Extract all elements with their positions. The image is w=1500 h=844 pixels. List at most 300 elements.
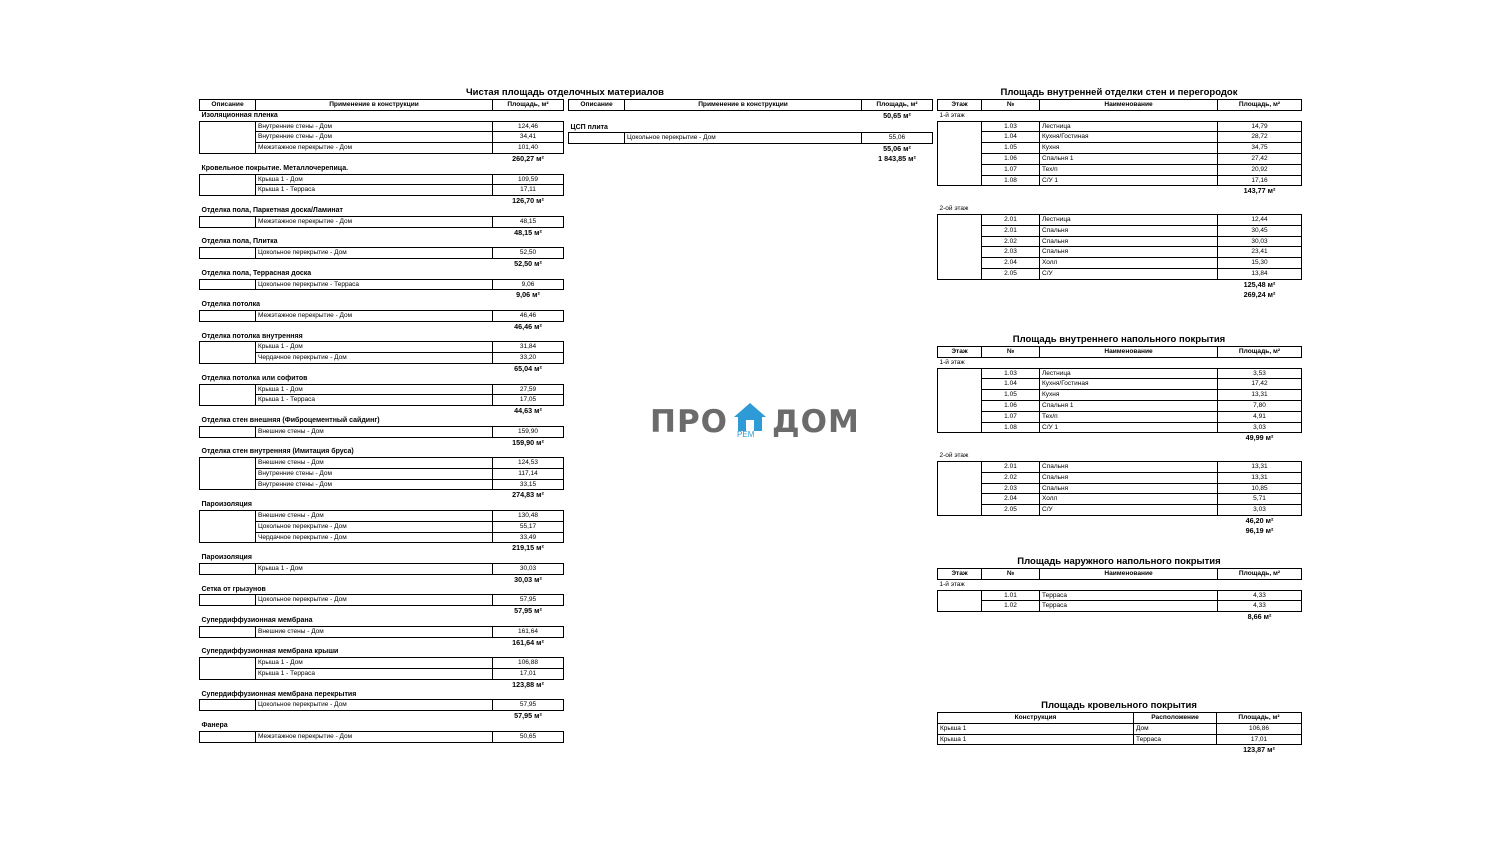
number-cell: 2.02: [982, 472, 1040, 483]
name-cell: С/У 1: [1040, 422, 1218, 433]
col-name: Наименование: [1040, 100, 1218, 111]
name-cell: Спальня: [1040, 472, 1218, 483]
area-cell: 55,06: [862, 133, 933, 144]
floor-row: [938, 579, 1302, 590]
area-cell: 101,40: [493, 143, 564, 154]
finish-table-continued: [568, 99, 933, 164]
table-row: [200, 426, 564, 437]
area-cell: 33,49: [493, 532, 564, 543]
group-total: 260,27 м²: [512, 153, 544, 163]
group-total: 52,50 м²: [514, 258, 542, 268]
walls-title: Площадь внутренней отделки стен и перегородок: [1000, 87, 1238, 98]
number-cell: 2.05: [982, 268, 1040, 279]
group-total-row: [200, 290, 564, 300]
area-cell: 31,84: [493, 342, 564, 353]
usage-cell: Межэтажное перекрытие - Дом: [256, 216, 493, 227]
usage-cell: Чердачное перекрытие - Дом: [256, 532, 493, 543]
floor-name: 1-й этаж: [939, 358, 965, 366]
name-cell: Лестница: [1040, 368, 1218, 379]
usage-cell: Межэтажное перекрытие - Дом: [256, 143, 493, 154]
area-cell: 4,33: [1218, 601, 1302, 612]
name-cell: С/У: [1040, 505, 1218, 516]
area-cell: 4,91: [1218, 411, 1302, 422]
table-row: [200, 248, 564, 259]
name-cell: Спальня: [1040, 247, 1218, 258]
group-name: Отделка пола, Террасная доска: [201, 269, 312, 277]
group-row: [200, 647, 564, 657]
table-row: [938, 236, 1302, 247]
group-name: Фанера: [201, 722, 228, 730]
number-cell: 1.07: [982, 411, 1040, 422]
number-cell: 1.05: [982, 390, 1040, 401]
group-name: Изоляционная пленка: [201, 111, 278, 119]
group-row: [200, 237, 564, 247]
area-cell: 13,84: [1218, 268, 1302, 279]
number-cell: 1.06: [982, 400, 1040, 411]
group-total: 44,63 м²: [514, 406, 542, 416]
usage-cell: Внешние стены - Дом: [256, 626, 493, 637]
construction-cell: Крыша 1: [938, 723, 1134, 734]
col-name: Наименование: [1040, 347, 1218, 358]
grand-total: 269,24 м²: [1243, 289, 1276, 299]
walls-table: [937, 99, 1302, 299]
group-name: Супердиффузионная мембрана: [201, 617, 313, 625]
usage-cell: Крыша 1 - Терраса: [256, 185, 493, 196]
usage-cell: Крыша 1 - Терраса: [256, 395, 493, 406]
group-total-row: [200, 363, 564, 373]
area-cell: 13,31: [1218, 461, 1302, 472]
group-total-row: [569, 144, 933, 154]
col-area: Площадь, м²: [1217, 713, 1302, 724]
table-row: [200, 731, 564, 742]
number-cell: 2.01: [982, 461, 1040, 472]
floor-in-table: [937, 346, 1302, 536]
group-name: Отделка стен внутренняя (Имитация бруса): [201, 448, 354, 456]
table-row: [938, 483, 1302, 494]
group-total: 123,88 м²: [512, 679, 544, 689]
table-row: [200, 700, 564, 711]
usage-cell: Крыша 1 - Терраса: [256, 669, 493, 680]
floor-name: 1-й этаж: [939, 580, 965, 588]
area-cell: 28,72: [1218, 132, 1302, 143]
floor-name: 2-ой этаж: [939, 452, 969, 460]
group-row: [200, 110, 564, 121]
floor-total: 143,77 м²: [1243, 186, 1276, 196]
floor-row: [938, 110, 1302, 121]
table-row: [200, 532, 564, 543]
table-row: [938, 225, 1302, 236]
usage-cell: Крыша 1 - Дом: [256, 658, 493, 669]
house-icon: [732, 402, 768, 442]
name-cell: Спальня: [1040, 225, 1218, 236]
table-row: [200, 468, 564, 479]
area-cell: 13,31: [1218, 390, 1302, 401]
group-total: 46,46 м²: [514, 321, 542, 331]
name-cell: Лестница: [1040, 214, 1218, 225]
table-row: [938, 601, 1302, 612]
floor-total: 46,20 м²: [1245, 515, 1274, 525]
name-cell: С/У 1: [1040, 175, 1218, 186]
area-cell: 7,80: [1218, 400, 1302, 411]
group-name: Супердиффузионная мембрана перекрытия: [201, 690, 357, 698]
group-total-row: [200, 258, 564, 268]
group-row: [200, 553, 564, 563]
usage-cell: Цокольное перекрытие - Дом: [625, 133, 862, 144]
group-total-row: [200, 606, 564, 616]
table-row: [938, 175, 1302, 186]
group-row: [200, 300, 564, 310]
table-row: [200, 669, 564, 680]
group-total: 126,70 м²: [512, 196, 544, 206]
area-cell: 52,50: [493, 248, 564, 259]
group-total: 219,15 м²: [512, 543, 544, 553]
table-row: [938, 505, 1302, 516]
group-total: 55,06 м²: [883, 144, 911, 154]
location-cell: Дом: [1134, 723, 1217, 734]
table-row: [938, 422, 1302, 433]
number-cell: 1.05: [982, 143, 1040, 154]
group-total: 57,95 м²: [514, 711, 542, 721]
table-row: [200, 353, 564, 364]
name-cell: Спальня: [1040, 483, 1218, 494]
table-row: [200, 479, 564, 490]
area-cell: 17,16: [1218, 175, 1302, 186]
group-total-row: [200, 227, 564, 237]
group-total-row: [200, 490, 564, 500]
group-total: 9,06 м²: [516, 290, 540, 300]
group-total-row: [200, 437, 564, 447]
area-cell: 33,15: [493, 479, 564, 490]
group-total: 48,15 м²: [514, 227, 542, 237]
usage-cell: Крыша 1 - Дом: [256, 342, 493, 353]
table-row: [200, 521, 564, 532]
name-cell: Холл: [1040, 258, 1218, 269]
floor-total-row: [938, 612, 1302, 622]
group-total-row: [200, 543, 564, 553]
usage-cell: Внутренние стены - Дом: [256, 479, 493, 490]
name-cell: С/У: [1040, 268, 1218, 279]
usage-cell: Внутренние стены - Дом: [256, 121, 493, 132]
logo-text-right: ДОМ: [772, 404, 860, 440]
roof-title: Площадь кровельного покрытия: [1041, 700, 1197, 711]
group-row: [200, 721, 564, 731]
group-name: Пароизоляция: [201, 554, 252, 562]
group-name: Отделка пола, Плитка: [201, 238, 278, 246]
name-cell: Тех/п: [1040, 164, 1218, 175]
col-area: Площадь, м²: [1218, 569, 1302, 580]
usage-cell: Цокольное перекрытие - Дом: [256, 521, 493, 532]
table-row: [200, 658, 564, 669]
table-row: [938, 400, 1302, 411]
area-cell: 34,41: [493, 132, 564, 143]
col-area: Площадь, м²: [862, 100, 933, 111]
number-cell: 1.06: [982, 153, 1040, 164]
group-total-row: [200, 711, 564, 721]
floor-total-row: [938, 186, 1302, 196]
col-usage: Применение в конструкции: [256, 100, 493, 111]
usage-cell: Межэтажное перекрытие - Дом: [256, 731, 493, 742]
area-cell: 57,95: [493, 700, 564, 711]
name-cell: Спальня: [1040, 236, 1218, 247]
number-cell: 1.02: [982, 601, 1040, 612]
usage-cell: Внешние стены - Дом: [256, 511, 493, 522]
col-area: Площадь, м²: [493, 100, 564, 111]
group-total: 159,90 м²: [512, 437, 544, 447]
usage-cell: Крыша 1 - Дом: [256, 174, 493, 185]
group-total: 274,83 м²: [512, 490, 544, 500]
number-cell: 2.02: [982, 236, 1040, 247]
area-cell: 3,03: [1218, 505, 1302, 516]
col-number: №: [982, 100, 1040, 111]
floor-total-row: [938, 279, 1302, 289]
group-name: Супердиффузионная мембрана крыши: [201, 648, 339, 656]
group-total: 65,04 м²: [514, 363, 542, 373]
group-total-row: [200, 574, 564, 584]
area-cell: 17,05: [493, 395, 564, 406]
area-cell: 50,65: [493, 731, 564, 742]
name-cell: Спальня 1: [1040, 153, 1218, 164]
group-row: [200, 332, 564, 342]
table-row: [938, 121, 1302, 132]
construction-cell: Крыша 1: [938, 734, 1134, 745]
table-row: [938, 132, 1302, 143]
group-row: [200, 206, 564, 216]
group-name: Кровельное покрытие. Металлочерепица.: [201, 164, 349, 172]
table-row: [200, 511, 564, 522]
area-cell: 109,59: [493, 174, 564, 185]
table-row: [938, 368, 1302, 379]
usage-cell: Цокольное перекрытие - Терраса: [256, 279, 493, 290]
area-cell: 17,11: [493, 185, 564, 196]
floor-total: 49,99 м²: [1245, 433, 1274, 443]
carry-total-row: [569, 110, 933, 120]
name-cell: Лестница: [1040, 121, 1218, 132]
table-row: [200, 595, 564, 606]
number-cell: 2.04: [982, 494, 1040, 505]
roof-table: [937, 712, 1302, 755]
table-row: [200, 626, 564, 637]
table-row: [200, 216, 564, 227]
group-name: Отделка потолка или софитов: [201, 374, 308, 382]
table-row: [200, 310, 564, 321]
number-cell: 1.01: [982, 590, 1040, 601]
table-row: [200, 185, 564, 196]
floor-out-table: [937, 568, 1302, 622]
area-cell: 124,46: [493, 121, 564, 132]
group-name: Отделка потолка: [201, 301, 261, 309]
number-cell: 2.04: [982, 258, 1040, 269]
area-cell: 3,53: [1218, 368, 1302, 379]
area-cell: 106,88: [493, 658, 564, 669]
area-cell: 117,14: [493, 468, 564, 479]
floor-total: 8,66 м²: [1247, 612, 1272, 622]
grand-total-row: [569, 154, 933, 164]
group-row: [200, 374, 564, 384]
floor-total-row: [938, 515, 1302, 525]
col-floor: Этаж: [938, 569, 982, 580]
area-cell: 161,64: [493, 626, 564, 637]
number-cell: 1.08: [982, 422, 1040, 433]
grand-total: 96,19 м²: [1245, 525, 1274, 535]
col-number: №: [982, 347, 1040, 358]
number-cell: 1.08: [982, 175, 1040, 186]
table-row: [200, 143, 564, 154]
area-cell: 15,30: [1218, 258, 1302, 269]
area-cell: 17,01: [493, 669, 564, 680]
table-row: [938, 590, 1302, 601]
group-name: Отделка потолка внутренняя: [201, 332, 303, 340]
area-cell: 30,03: [493, 564, 564, 575]
area-cell: 17,42: [1218, 379, 1302, 390]
number-cell: 1.04: [982, 379, 1040, 390]
floor-out-title: Площадь наружного напольного покрытия: [1017, 556, 1221, 567]
table-row: [200, 395, 564, 406]
area-cell: 106,86: [1217, 723, 1302, 734]
group-row: [200, 447, 564, 457]
area-cell: 27,59: [493, 384, 564, 395]
finish-table: [199, 99, 564, 743]
area-cell: 30,03: [1218, 236, 1302, 247]
col-number: №: [982, 569, 1040, 580]
name-cell: Холл: [1040, 494, 1218, 505]
area-cell: 124,53: [493, 458, 564, 469]
group-total-row: [200, 679, 564, 689]
number-cell: 2.03: [982, 483, 1040, 494]
floor-row: [938, 196, 1302, 214]
group-name: ЦСП плита: [570, 123, 608, 131]
name-cell: Терраса: [1040, 590, 1218, 601]
area-cell: 20,92: [1218, 164, 1302, 175]
usage-cell: Внешние стены - Дом: [256, 426, 493, 437]
name-cell: Спальня: [1040, 461, 1218, 472]
area-cell: 3,03: [1218, 422, 1302, 433]
number-cell: 2.01: [982, 225, 1040, 236]
table-row: [200, 279, 564, 290]
area-cell: 30,45: [1218, 225, 1302, 236]
group-row: [200, 585, 564, 595]
group-total-row: [200, 196, 564, 206]
group-row: [200, 690, 564, 700]
table-row: [938, 461, 1302, 472]
usage-cell: Внутренние стены - Дом: [256, 468, 493, 479]
col-floor: Этаж: [938, 100, 982, 111]
table-row: [938, 723, 1302, 734]
table-row: [938, 258, 1302, 269]
usage-cell: Чердачное перекрытие - Дом: [256, 353, 493, 364]
logo-text-left: ПРО: [650, 404, 729, 440]
col-construction: Конструкция: [938, 713, 1134, 724]
group-name: Сетка от грызунов: [201, 585, 266, 593]
name-cell: Терраса: [1040, 601, 1218, 612]
group-name: Отделка пола, Паркетная доска/Ламинат: [201, 206, 343, 214]
col-floor: Этаж: [938, 347, 982, 358]
table-row: [200, 132, 564, 143]
usage-cell: Межэтажное перекрытие - Дом: [256, 310, 493, 321]
grand-total-row: [938, 526, 1302, 536]
col-name: Наименование: [1040, 569, 1218, 580]
name-cell: Кухня: [1040, 390, 1218, 401]
col-area: Площадь, м²: [1218, 347, 1302, 358]
table-row: [938, 164, 1302, 175]
table-row: [938, 247, 1302, 258]
floor-in-title: Площадь внутреннего напольного покрытия: [1012, 334, 1226, 345]
col-location: Расположение: [1134, 713, 1217, 724]
logo-sub: РЕМ: [737, 430, 755, 439]
area-cell: 46,46: [493, 310, 564, 321]
group-row: [200, 500, 564, 510]
grand-total-row: [938, 290, 1302, 300]
usage-cell: Крыша 1 - Дом: [256, 564, 493, 575]
col-description: Описание: [200, 100, 256, 111]
usage-cell: Внешние стены - Дом: [256, 458, 493, 469]
floor-total-row: [938, 433, 1302, 443]
table-row: [938, 734, 1302, 745]
area-cell: 48,15: [493, 216, 564, 227]
number-cell: 2.03: [982, 247, 1040, 258]
table-row: [200, 121, 564, 132]
group-total: 161,64 м²: [512, 637, 544, 647]
area-cell: 33,20: [493, 353, 564, 364]
group-row: [200, 616, 564, 626]
number-cell: 1.04: [982, 132, 1040, 143]
area-cell: 23,41: [1218, 247, 1302, 258]
name-cell: Кухня/Гостиная: [1040, 132, 1218, 143]
group-total-row: [200, 406, 564, 416]
number-cell: 1.03: [982, 121, 1040, 132]
table-row: [938, 214, 1302, 225]
table-row: [200, 342, 564, 353]
area-cell: 14,79: [1218, 121, 1302, 132]
name-cell: Тех/п: [1040, 411, 1218, 422]
col-area: Площадь, м²: [1218, 100, 1302, 111]
area-cell: 55,17: [493, 521, 564, 532]
area-cell: 57,95: [493, 595, 564, 606]
area-cell: 27,42: [1218, 153, 1302, 164]
area-cell: 17,01: [1217, 734, 1302, 745]
location-cell: Терраса: [1134, 734, 1217, 745]
table-row: [938, 268, 1302, 279]
table-row: [569, 133, 933, 144]
floor-name: 2-ой этаж: [939, 205, 969, 213]
group-name: Отделка стен внешняя (Фиброцементный сайдинг): [201, 416, 380, 424]
table-row: [938, 390, 1302, 401]
col-description: Описание: [569, 100, 625, 111]
usage-cell: Цокольное перекрытие - Дом: [256, 700, 493, 711]
group-row: [569, 121, 933, 133]
area-cell: 9,06: [493, 279, 564, 290]
table-row: [938, 494, 1302, 505]
usage-cell: Крыша 1 - Дом: [256, 384, 493, 395]
group-row: [200, 164, 564, 174]
group-row: [200, 269, 564, 279]
group-name: Пароизоляция: [201, 501, 252, 509]
table-row: [938, 379, 1302, 390]
area-cell: 13,31: [1218, 472, 1302, 483]
table-row: [938, 143, 1302, 154]
usage-cell: Цокольное перекрытие - Дом: [256, 248, 493, 259]
table-row: [200, 174, 564, 185]
group-total: 57,95 м²: [514, 606, 542, 616]
table-row: [938, 153, 1302, 164]
usage-cell: Цокольное перекрытие - Дом: [256, 595, 493, 606]
area-cell: 10,85: [1218, 483, 1302, 494]
table-row: [938, 411, 1302, 422]
floor-total: 125,48 м²: [1243, 279, 1276, 289]
area-cell: 4,33: [1218, 590, 1302, 601]
table-row: [200, 564, 564, 575]
total-row: [938, 745, 1302, 755]
group-total-row: [200, 321, 564, 331]
